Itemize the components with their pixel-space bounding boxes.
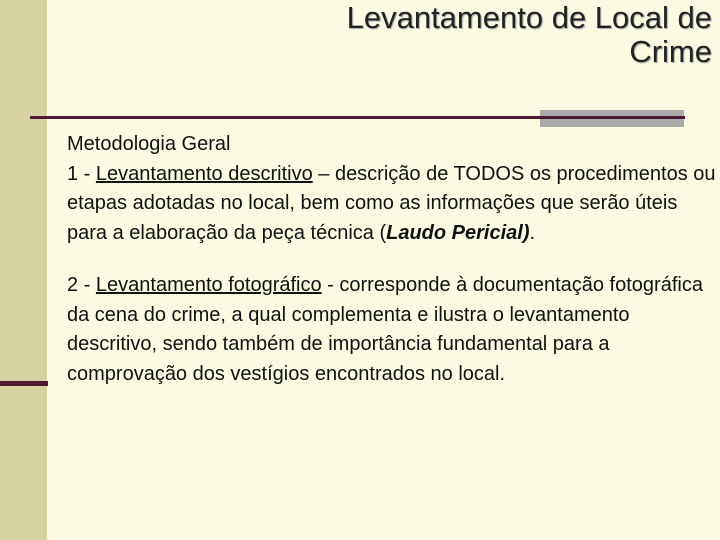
item-2-term: Levantamento fotográfico [95,274,322,296]
item-1-suffix: . [529,221,536,244]
slide-body [67,130,717,389]
title-divider-accent-line [540,116,684,119]
title-line-1: Levantamento de Local de [346,0,712,35]
side-band [0,0,47,540]
item-descriptive [67,160,717,249]
item-1-prefix: 1 - [67,162,96,185]
side-accent-bar [0,381,48,386]
body-heading: Metodologia Geral [67,133,231,155]
item-2-prefix: 2 - [67,274,96,296]
item-2-text-rest: da cena do crime, a qual complementa e ilustra o levantamento descritivo, sendo também de importância fundamental para a comprovação dos vestígios encontrados no local. [67,303,630,385]
item-1-emphasis: Laudo Pericial) [386,221,530,244]
item-1-term: Levantamento descritivo [95,162,313,185]
item-photographic [67,271,717,389]
title-line-2: Crime [629,34,712,69]
slide-title [152,1,712,69]
item-2-text-line1: - corresponde à documentação fotográfica [321,274,703,296]
item-1-text: – descrição de TODOS os procedimentos ou etapas adotadas no local, bem como as informações que serão úteis para a elaboração da peça técnica ( [67,162,716,244]
